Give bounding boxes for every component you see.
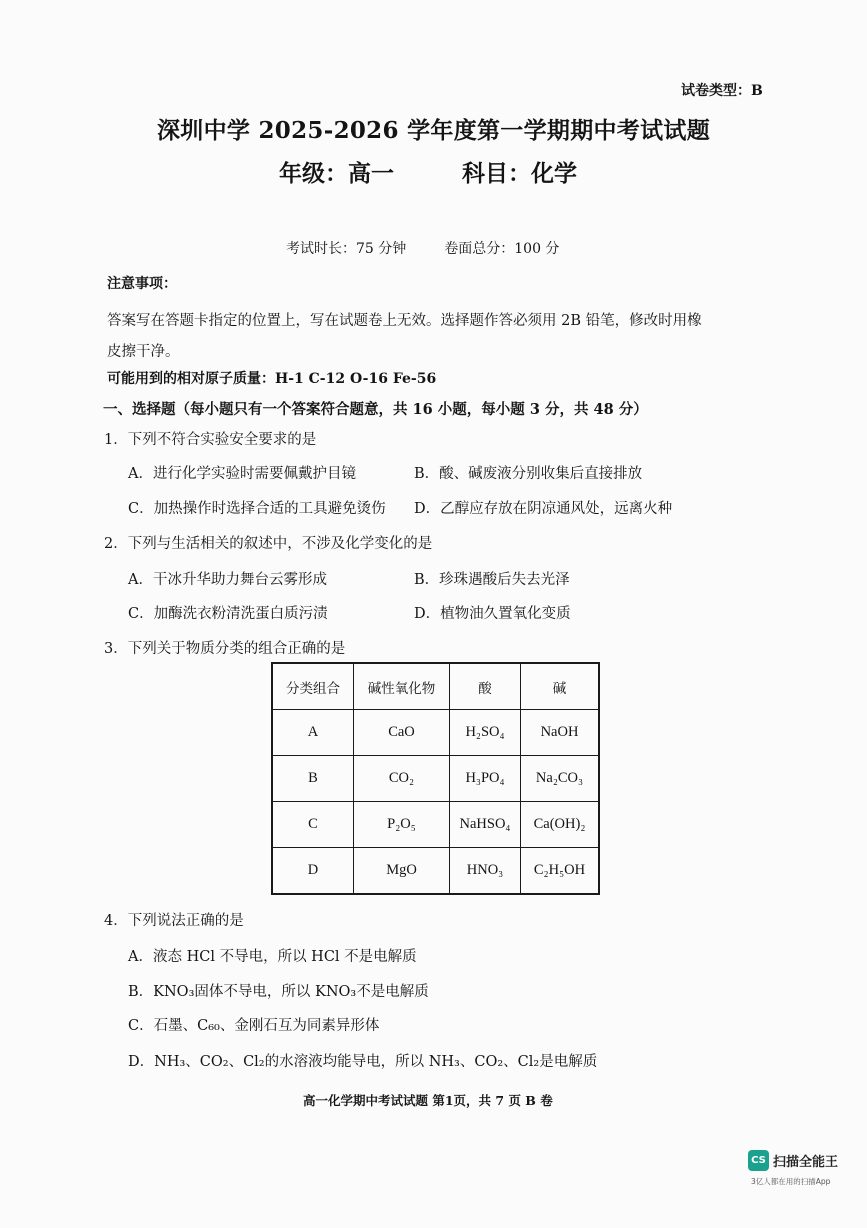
table-cell: H₃PO₄ bbox=[450, 756, 521, 802]
question-2-option-d: D．植物油久置氧化变质 bbox=[414, 606, 571, 622]
question-1-option-a: A．进行化学实验时需要佩戴护目镜 bbox=[128, 466, 356, 482]
table-header-cell: 分类组合 bbox=[272, 663, 354, 710]
table-cell: CaO bbox=[354, 710, 450, 756]
question-4-option-a: A．液态 HCl 不导电，所以 HCl 不是电解质 bbox=[128, 949, 417, 965]
duration-label: 考试时长：75 分钟 bbox=[286, 241, 407, 257]
table-cell: D bbox=[272, 848, 354, 895]
page-footer: 高一化学期中考试试题 第1页，共 7 页 B 卷 bbox=[303, 1093, 553, 1108]
camscanner-logo-icon: CS bbox=[748, 1150, 769, 1171]
section-title: 一、选择题（每小题只有一个答案符合题意，共 16 小题，每小题 3 分，共 48 分） bbox=[103, 401, 648, 418]
table-row bbox=[272, 848, 599, 895]
paper-type-label: 试卷类型：B bbox=[681, 83, 763, 99]
notice-body: 答案写在答题卡指定的位置上，写在试题卷上无效。选择题作答必须用 2B 铅笔，修改时用橡皮擦干净。 bbox=[107, 313, 702, 360]
table-cell: A bbox=[272, 710, 354, 756]
scanner-tagline: 3亿人都在用的扫描App bbox=[751, 1177, 831, 1186]
classification-table bbox=[271, 662, 600, 895]
table-cell: B bbox=[272, 756, 354, 802]
question-1-option-d: D．乙醇应存放在阴凉通风处，远离火种 bbox=[414, 501, 673, 517]
question-4-option-d: D．NH₃、CO₂、Cl₂的水溶液均能导电，所以 NH₃、CO₂、Cl₂是电解质 bbox=[128, 1054, 598, 1070]
exam-title: 深圳中学 2025-2026 学年度第一学期期中考试试题 bbox=[157, 117, 710, 144]
table-cell: Na₂CO₃ bbox=[521, 756, 600, 802]
table-cell: HNO₃ bbox=[450, 848, 521, 895]
grade-subject-line bbox=[279, 155, 577, 188]
table-cell: C₂H₅OH bbox=[521, 848, 600, 895]
atomic-masses: 可能用到的相对原子质量：H-1 C-12 O-16 Fe-56 bbox=[107, 371, 437, 387]
table-header-cell: 碱性氧化物 bbox=[354, 663, 450, 710]
exam-meta bbox=[286, 238, 559, 258]
total-score-label: 卷面总分：100 分 bbox=[444, 241, 560, 257]
table-cell: NaOH bbox=[521, 710, 600, 756]
table-cell: NaHSO₄ bbox=[450, 802, 521, 848]
notice-title: 注意事项： bbox=[107, 276, 177, 292]
table-cell: P₂O₅ bbox=[354, 802, 450, 848]
table-cell: H₂SO₄ bbox=[450, 710, 521, 756]
question-1-stem: 1．下列不符合实验安全要求的是 bbox=[104, 432, 317, 448]
table-cell: CO₂ bbox=[354, 756, 450, 802]
scanner-brand: 扫描全能王 bbox=[773, 1155, 839, 1170]
question-2-stem: 2．下列与生活相关的叙述中，不涉及化学变化的是 bbox=[104, 536, 433, 552]
question-2-option-b: B．珍珠遇酸后失去光泽 bbox=[414, 572, 570, 588]
scanner-watermark bbox=[748, 1150, 838, 1171]
subject-label: 科目：化学 bbox=[462, 160, 577, 187]
table-row bbox=[272, 756, 599, 802]
table-row bbox=[272, 710, 599, 756]
table-header-cell: 碱 bbox=[521, 663, 600, 710]
question-1-option-b: B．酸、碱废液分别收集后直接排放 bbox=[414, 466, 643, 482]
table-cell: Ca(OH)₂ bbox=[521, 802, 600, 848]
table-cell: C bbox=[272, 802, 354, 848]
question-4-stem: 4．下列说法正确的是 bbox=[104, 913, 244, 929]
table-cell: MgO bbox=[354, 848, 450, 895]
table-header-cell: 酸 bbox=[450, 663, 521, 710]
question-3-stem: 3．下列关于物质分类的组合正确的是 bbox=[104, 641, 346, 657]
question-1-option-c: C．加热操作时选择合适的工具避免烫伤 bbox=[128, 501, 386, 517]
table-header-row bbox=[272, 663, 599, 710]
question-2-option-c: C．加酶洗衣粉清洗蛋白质污渍 bbox=[128, 606, 328, 622]
question-4-option-c: C．石墨、C₆₀、金刚石互为同素异形体 bbox=[128, 1018, 380, 1034]
question-2-option-a: A．干冰升华助力舞台云雾形成 bbox=[128, 572, 327, 588]
question-4-option-b: B．KNO₃固体不导电，所以 KNO₃不是电解质 bbox=[128, 984, 429, 1000]
grade-label: 年级：高一 bbox=[279, 160, 394, 187]
table-row bbox=[272, 802, 599, 848]
